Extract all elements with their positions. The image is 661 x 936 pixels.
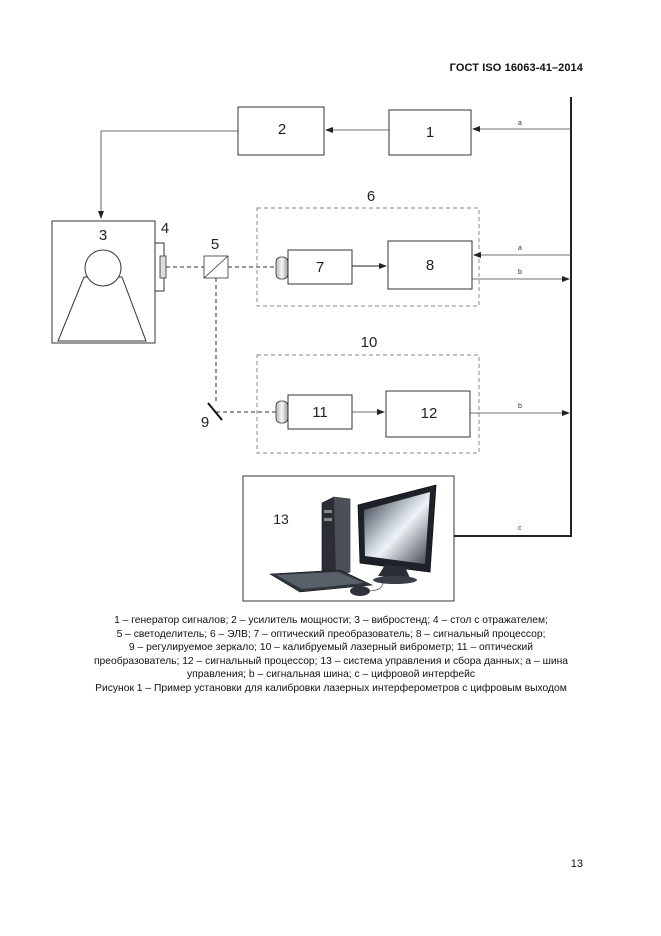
page-number: 13 bbox=[570, 858, 583, 870]
label-10: 10 bbox=[360, 334, 378, 351]
caption-line: 1 – генератор сигналов; 2 – усилитель мощности; 3 – вибростенд; 4 – стол с отражателем; bbox=[114, 615, 548, 626]
label-2: 2 bbox=[277, 121, 287, 138]
standard-header: ГОСТ ISO 16063-41–2014 bbox=[449, 62, 583, 74]
label-13: 13 bbox=[273, 511, 289, 527]
bus-label-b1: b bbox=[518, 269, 522, 276]
bus-label-a1: a bbox=[518, 120, 522, 127]
reflector bbox=[160, 256, 166, 278]
label-12: 12 bbox=[420, 405, 438, 422]
label-3: 3 bbox=[98, 227, 108, 244]
arrow-2-to-3 bbox=[101, 131, 238, 218]
shaker-armature bbox=[85, 250, 121, 286]
label-5: 5 bbox=[210, 236, 220, 253]
caption-line: 5 – светоделитель; 6 – ЭЛВ; 7 – оптический преобразователь; 8 – сигнальный процессор; bbox=[116, 628, 546, 640]
bus-label-a2: a bbox=[518, 245, 522, 252]
bus-label-b2: b bbox=[518, 403, 522, 410]
caption-line: управления; b – сигнальная шина; c – цифровой интерфейс bbox=[187, 669, 475, 681]
label-7: 7 bbox=[315, 259, 325, 276]
caption-line: 9 – регулируемое зеркало; 10 – калибруемый лазерный виброметр; 11 – оптический bbox=[128, 642, 534, 654]
bus-label-c: c bbox=[518, 525, 522, 532]
label-6: 6 bbox=[366, 188, 376, 205]
label-4: 4 bbox=[160, 220, 170, 237]
label-1: 1 bbox=[425, 124, 435, 141]
figure-caption bbox=[40, 614, 622, 696]
lens-7 bbox=[276, 257, 288, 279]
label-8: 8 bbox=[425, 257, 435, 274]
label-9: 9 bbox=[200, 414, 210, 431]
figure-title: Рисунок 1 – Пример установки для калибровки лазерных интерферометров с цифровым выходом bbox=[95, 682, 567, 694]
caption-line: преобразователь; 12 – сигнальный процессор; 13 – система управления и сбора данных; a – шина bbox=[93, 655, 569, 667]
label-11: 11 bbox=[312, 404, 328, 421]
lens-11 bbox=[276, 401, 288, 423]
